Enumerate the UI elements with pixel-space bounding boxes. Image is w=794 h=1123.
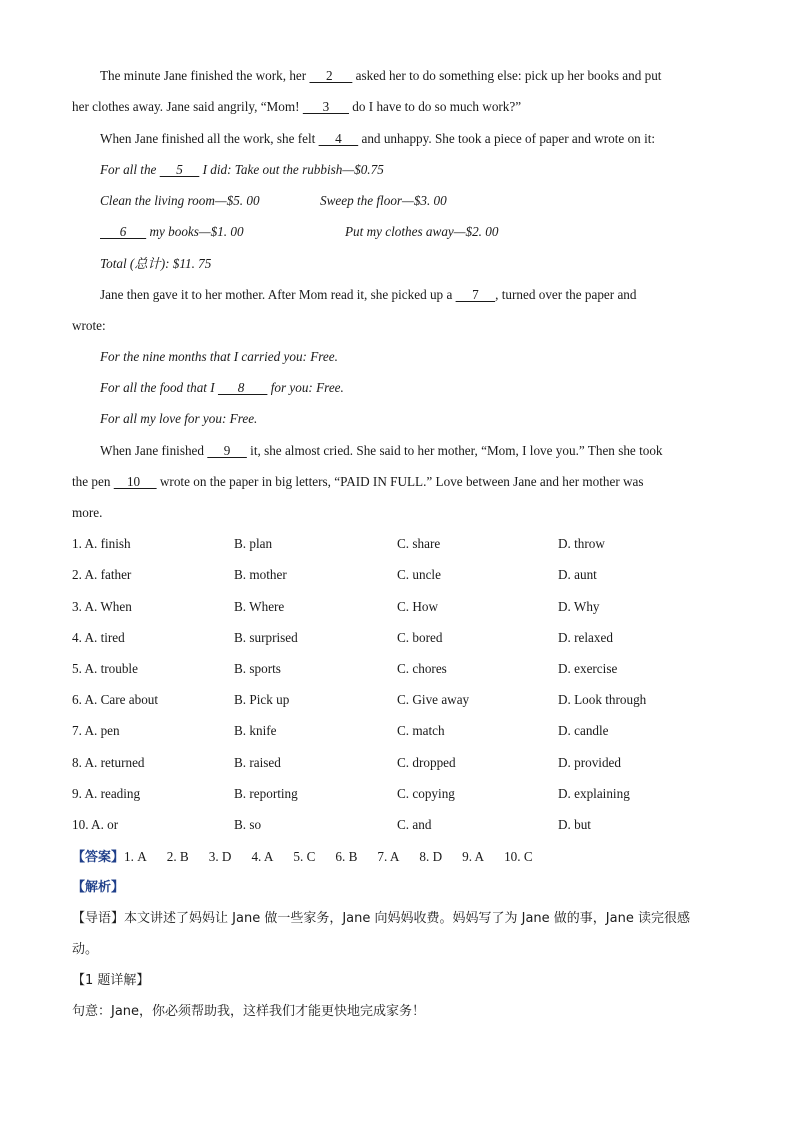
passage-text: asked her to do something else: pick up her books and put	[352, 68, 662, 83]
option-c: C. How	[397, 599, 439, 614]
answer-item: 7. A	[377, 849, 400, 864]
answer-item: 9. A	[462, 849, 485, 864]
option-b: B. so	[234, 817, 262, 832]
option-b: B. plan	[234, 536, 273, 551]
option-b: B. raised	[234, 755, 281, 770]
sentence-meaning	[72, 1003, 425, 1021]
passage-line-7	[72, 473, 644, 491]
answer-label: 【答案】	[72, 850, 125, 865]
option-d: D. throw	[558, 536, 605, 551]
option-row	[72, 691, 732, 709]
option-d: D. Why	[558, 599, 600, 614]
guide-line-1	[72, 910, 690, 928]
reply-line-2	[100, 379, 344, 397]
passage-text: wrote on the paper in big letters, “PAID IN FULL.” Love between Jane and her mother was	[156, 474, 644, 489]
option-c: C. and	[397, 817, 432, 832]
option-c: C. chores	[397, 661, 447, 676]
guide-line-2	[72, 941, 98, 959]
blank-8: 8	[217, 380, 268, 395]
option-a: 5. A. trouble	[72, 661, 138, 676]
reply-text: for you: Free.	[267, 380, 344, 395]
option-row	[72, 598, 732, 616]
option-c: C. dropped	[397, 755, 456, 770]
option-b: B. surprised	[234, 630, 298, 645]
note-line-1	[100, 161, 384, 179]
option-c: C. match	[397, 723, 445, 738]
note-text: Put my clothes away—$2. 00	[345, 224, 499, 239]
blank-3: 3	[302, 99, 349, 114]
option-d: D. provided	[558, 755, 621, 770]
option-b: B. reporting	[234, 786, 298, 801]
passage-text: When Jane finished	[100, 443, 208, 458]
option-b: B. knife	[234, 723, 277, 738]
note-total	[100, 255, 211, 273]
option-a: 3. A. When	[72, 599, 132, 614]
option-a: 1. A. finish	[72, 536, 131, 551]
answer-item: 8. D	[419, 849, 443, 864]
option-a: 10. A. or	[72, 817, 119, 832]
reply-text: For the nine months that I carried you: Free.	[100, 349, 338, 364]
answer-item: 2. B	[166, 849, 189, 864]
option-row	[72, 566, 732, 584]
passage-line-2	[72, 98, 521, 116]
option-d: D. Look through	[558, 692, 647, 707]
passage-text: more.	[72, 505, 103, 520]
option-row	[72, 722, 732, 740]
passage-line-5	[72, 317, 106, 335]
option-b: B. Where	[234, 599, 285, 614]
option-c: C. Give away	[397, 692, 470, 707]
passage-text: wrote:	[72, 318, 106, 333]
passage-text: and unhappy. She took a piece of paper and wrote on it:	[358, 131, 656, 146]
analysis-heading	[72, 879, 124, 897]
reply-line-3	[100, 410, 257, 428]
option-c: C. copying	[397, 786, 455, 801]
option-b: B. Pick up	[234, 692, 290, 707]
passage-text: The minute Jane finished the work, her	[100, 68, 310, 83]
option-a: 9. A. reading	[72, 786, 141, 801]
answer-item: 1. A	[124, 849, 147, 864]
option-row	[72, 660, 732, 678]
passage-text: it, she almost cried. She said to her mother, “Mom, I love you.” Then she took	[246, 443, 663, 458]
option-row	[72, 816, 732, 834]
passage-text: When Jane finished all the work, she felt	[100, 131, 319, 146]
detail-heading	[72, 972, 149, 990]
passage-line-6	[100, 442, 663, 460]
option-c: C. uncle	[397, 567, 441, 582]
option-row	[72, 754, 732, 772]
guide-text: 动。	[72, 942, 99, 957]
option-d: D. aunt	[558, 567, 597, 582]
option-a: 6. A. Care about	[72, 692, 159, 707]
answer-line	[72, 848, 553, 867]
option-a: 8. A. returned	[72, 755, 145, 770]
passage-text: her clothes away. Jane said angrily, “Mom!	[72, 99, 303, 114]
option-d: D. candle	[558, 723, 609, 738]
option-row	[72, 629, 732, 647]
answer-item: 4. A	[251, 849, 274, 864]
answer-item: 3. D	[208, 849, 232, 864]
note-text: my books—$1. 00	[146, 224, 244, 239]
note-line-2	[100, 192, 740, 210]
option-a: 7. A. pen	[72, 723, 120, 738]
note-text: Sweep the floor—$3. 00	[320, 193, 447, 208]
option-row	[72, 785, 732, 803]
passage-text: do I have to do so much work?”	[348, 99, 522, 114]
option-c: C. bored	[397, 630, 443, 645]
blank-9: 9	[207, 443, 247, 458]
reply-text: For all the food that I	[100, 380, 218, 395]
blank-2: 2	[309, 68, 353, 83]
passage-line-8	[72, 504, 102, 522]
passage-text: the pen	[72, 474, 114, 489]
option-d: D. exercise	[558, 661, 618, 676]
option-a: 2. A. father	[72, 567, 132, 582]
sentence-text: 句意：Jane，你必须帮助我，这样我们才能更快地完成家务！	[72, 1004, 426, 1019]
reply-line-1	[100, 348, 338, 366]
option-b: B. sports	[234, 661, 281, 676]
option-row	[72, 535, 732, 553]
option-b: B. mother	[234, 567, 287, 582]
blank-4: 4	[318, 131, 359, 146]
option-d: D. relaxed	[558, 630, 613, 645]
note-text: I did: Take out the rubbish—$0.75	[199, 162, 384, 177]
reply-text: For all my love for you: Free.	[100, 411, 258, 426]
blank-6: 6	[100, 224, 147, 239]
blank-7: 7	[455, 287, 496, 302]
passage-text: , turned over the paper and	[495, 287, 637, 302]
passage-text: Jane then gave it to her mother. After Mom read it, she picked up a	[100, 287, 456, 302]
guide-label: 【导语】	[72, 911, 125, 926]
analysis-label: 【解析】	[72, 880, 125, 895]
guide-text: 本文讲述了妈妈让 Jane 做一些家务，Jane 向妈妈收费。妈妈写了为 Jane 做的事，Jane 读完很感	[124, 911, 690, 926]
answer-item: 5. C	[293, 849, 316, 864]
answer-item: 6. B	[335, 849, 358, 864]
note-text: Total (总计): $11. 75	[100, 256, 212, 271]
passage-line-4	[100, 286, 637, 304]
note-line-3	[100, 223, 740, 241]
note-text: Clean the living room—$5. 00	[100, 193, 260, 208]
option-d: D. explaining	[558, 786, 630, 801]
option-d: D. but	[558, 817, 591, 832]
passage-line-3	[100, 130, 655, 148]
blank-10: 10	[113, 474, 157, 489]
detail-label: 【1 题详解】	[72, 973, 150, 988]
answer-item: 10. C	[504, 849, 533, 864]
blank-5: 5	[159, 162, 200, 177]
option-a: 4. A. tired	[72, 630, 125, 645]
option-c: C. share	[397, 536, 441, 551]
passage-line-1	[100, 67, 661, 85]
note-text: For all the	[100, 162, 160, 177]
